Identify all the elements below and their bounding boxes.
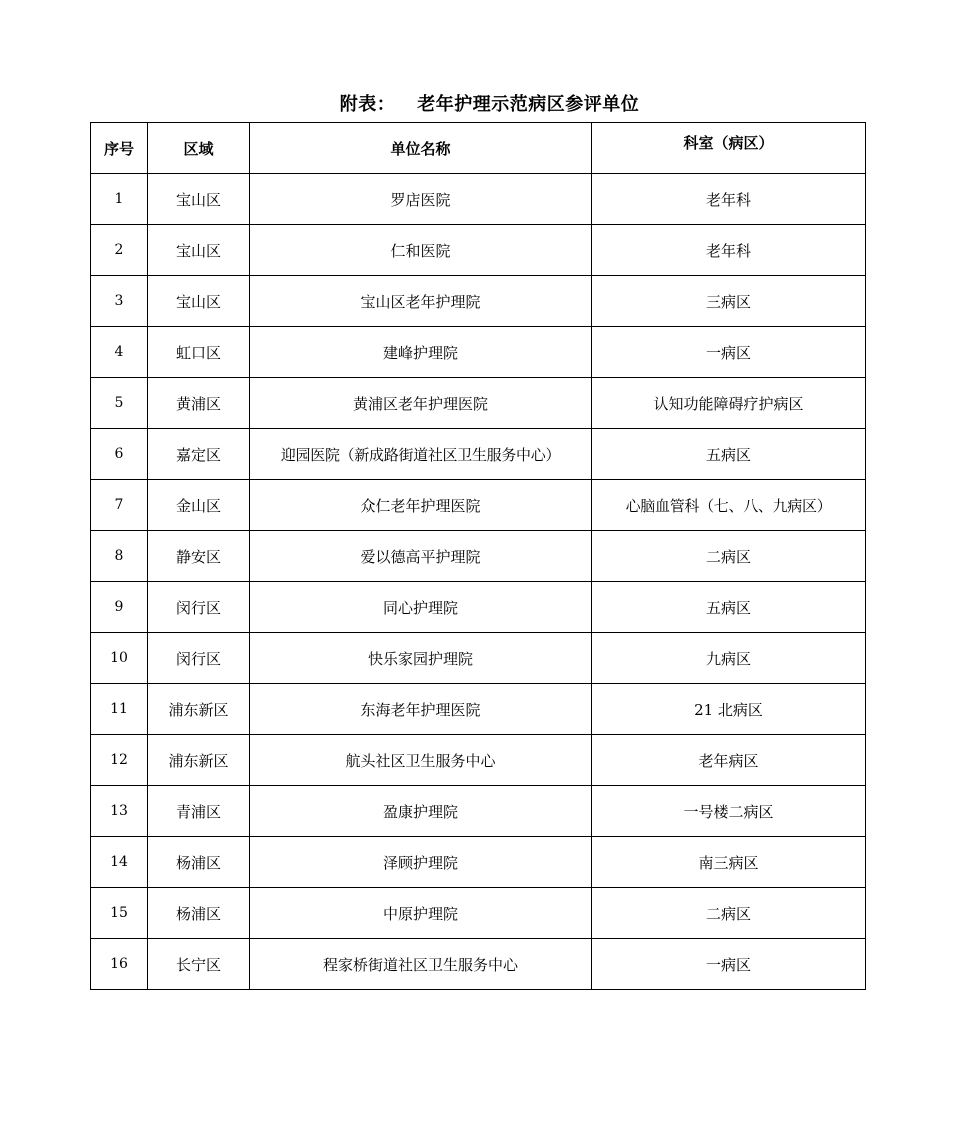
cell-dept: 二病区 (592, 531, 866, 582)
table-row (91, 582, 866, 633)
cell-seq: 9 (91, 582, 148, 633)
header-dept: 科室（病区） (592, 123, 866, 174)
cell-seq: 16 (91, 939, 148, 990)
cell-district: 闵行区 (148, 633, 250, 684)
cell-unit: 众仁老年护理医院 (250, 480, 592, 531)
table-row (91, 225, 866, 276)
cell-unit: 泽顾护理院 (250, 837, 592, 888)
cell-seq: 11 (91, 684, 148, 735)
cell-district: 浦东新区 (148, 735, 250, 786)
cell-dept: 南三病区 (592, 837, 866, 888)
cell-dept: 一病区 (592, 939, 866, 990)
cell-dept: 二病区 (592, 888, 866, 939)
cell-seq: 10 (91, 633, 148, 684)
title-main: 老年护理示范病区参评单位 (417, 94, 640, 115)
cell-dept: 老年科 (592, 225, 866, 276)
cell-seq: 15 (91, 888, 148, 939)
header-seq: 序号 (91, 123, 148, 174)
cell-dept: 五病区 (592, 429, 866, 480)
cell-unit: 快乐家园护理院 (250, 633, 592, 684)
cell-dept: 老年病区 (592, 735, 866, 786)
cell-dept: 认知功能障碍疗护病区 (592, 378, 866, 429)
cell-unit: 仁和医院 (250, 225, 592, 276)
cell-district: 长宁区 (148, 939, 250, 990)
title-prefix: 附表： (339, 94, 396, 115)
cell-seq: 5 (91, 378, 148, 429)
cell-district: 杨浦区 (148, 888, 250, 939)
cell-district: 宝山区 (148, 225, 250, 276)
cell-seq: 2 (91, 225, 148, 276)
cell-seq: 13 (91, 786, 148, 837)
cell-seq: 7 (91, 480, 148, 531)
cell-seq: 4 (91, 327, 148, 378)
table-row (91, 480, 866, 531)
table-row (91, 378, 866, 429)
table-row (91, 429, 866, 480)
cell-seq: 1 (91, 174, 148, 225)
cell-seq: 3 (91, 276, 148, 327)
cell-district: 闵行区 (148, 582, 250, 633)
table-row (91, 786, 866, 837)
cell-dept: 21 北病区 (592, 684, 866, 735)
table-row (91, 174, 866, 225)
cell-unit: 东海老年护理医院 (250, 684, 592, 735)
table-row (91, 735, 866, 786)
table-row (91, 837, 866, 888)
cell-district: 嘉定区 (148, 429, 250, 480)
cell-district: 静安区 (148, 531, 250, 582)
cell-district: 青浦区 (148, 786, 250, 837)
cell-unit: 罗店医院 (250, 174, 592, 225)
cell-district: 虹口区 (148, 327, 250, 378)
cell-seq: 8 (91, 531, 148, 582)
cell-district: 宝山区 (148, 174, 250, 225)
cell-dept: 心脑血管科（七、八、九病区） (592, 480, 866, 531)
participant-table (90, 122, 866, 990)
cell-district: 金山区 (148, 480, 250, 531)
table-row (91, 276, 866, 327)
cell-district: 浦东新区 (148, 684, 250, 735)
cell-unit: 爱以德高平护理院 (250, 531, 592, 582)
cell-seq: 14 (91, 837, 148, 888)
cell-unit: 中原护理院 (250, 888, 592, 939)
cell-dept: 三病区 (592, 276, 866, 327)
cell-dept: 九病区 (592, 633, 866, 684)
header-row (91, 123, 866, 174)
header-district: 区域 (148, 123, 250, 174)
header-unit: 单位名称 (250, 123, 592, 174)
table-row (91, 939, 866, 990)
cell-dept: 五病区 (592, 582, 866, 633)
cell-unit: 盈康护理院 (250, 786, 592, 837)
cell-unit: 宝山区老年护理院 (250, 276, 592, 327)
table-row (91, 684, 866, 735)
table-row (91, 531, 866, 582)
cell-seq: 12 (91, 735, 148, 786)
cell-dept: 一号楼二病区 (592, 786, 866, 837)
cell-district: 宝山区 (148, 276, 250, 327)
cell-unit: 黄浦区老年护理医院 (250, 378, 592, 429)
table-row (91, 888, 866, 939)
cell-seq: 6 (91, 429, 148, 480)
cell-district: 杨浦区 (148, 837, 250, 888)
table-row (91, 327, 866, 378)
cell-unit: 程家桥街道社区卫生服务中心 (250, 939, 592, 990)
page-title (0, 92, 955, 118)
table-row (91, 633, 866, 684)
cell-district: 黄浦区 (148, 378, 250, 429)
cell-unit: 航头社区卫生服务中心 (250, 735, 592, 786)
cell-unit: 同心护理院 (250, 582, 592, 633)
cell-unit: 建峰护理院 (250, 327, 592, 378)
cell-dept: 一病区 (592, 327, 866, 378)
cell-unit: 迎园医院（新成路街道社区卫生服务中心） (250, 429, 592, 480)
cell-dept: 老年科 (592, 174, 866, 225)
